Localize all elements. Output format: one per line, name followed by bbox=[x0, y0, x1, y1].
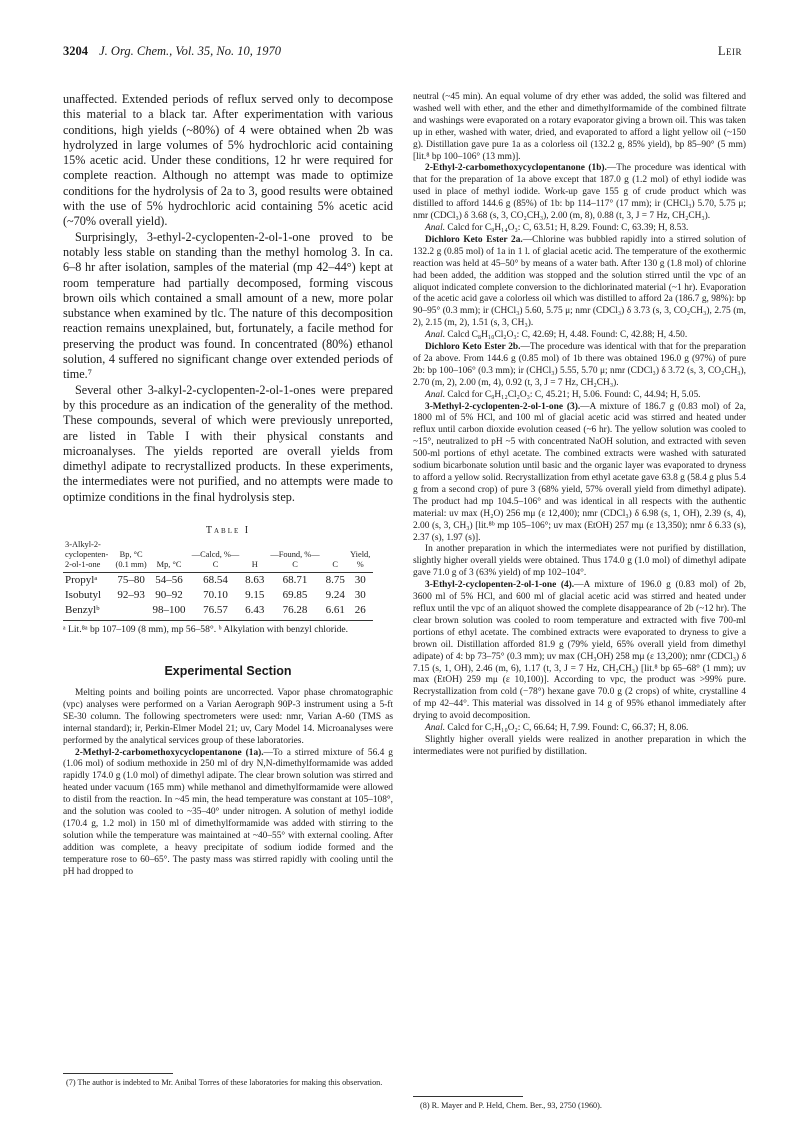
analysis-body: Calcd for C₉H₁₄O₃: C, 63.51; H, 8.29. Found: C, 63.39; H, 8.53. bbox=[447, 222, 689, 233]
table-cell bbox=[113, 603, 150, 618]
header-author: Leir bbox=[717, 44, 742, 58]
table-header-row bbox=[63, 560, 373, 573]
procedure-paragraph bbox=[413, 163, 746, 223]
table-cell: 75–80 bbox=[117, 574, 145, 587]
table-footnote: ᵃ Lit.⁸ᵃ bp 107–109 (8 mm), mp 56–58°. ᵇ Alkylation with benzyl chloride. bbox=[63, 620, 373, 636]
table-header-cell: Mp, °C bbox=[150, 560, 189, 573]
table-cell: 8.75 bbox=[325, 574, 345, 587]
table-cell: Isobutyl bbox=[65, 589, 102, 602]
analysis-paragraph bbox=[413, 223, 746, 235]
table-cell: 6.61 bbox=[325, 604, 345, 617]
table-header-cell: Bp, °C bbox=[119, 550, 143, 560]
data-table bbox=[63, 540, 373, 618]
procedure-paragraph: Slightly higher overall yields were realized in another preparation in which the intermediates were not purified by distillation. bbox=[413, 734, 746, 757]
table-cell: 6.43 bbox=[245, 604, 265, 617]
table-header-cell bbox=[243, 550, 267, 560]
table-header-cell: (0.1 mm) bbox=[113, 560, 150, 573]
table-cell: 54–56 bbox=[155, 574, 183, 587]
footnote-rule bbox=[413, 1096, 523, 1097]
table-row bbox=[63, 603, 373, 618]
footnote-rule bbox=[63, 1073, 173, 1074]
table-cell: 30 bbox=[354, 574, 366, 587]
table-header-row bbox=[63, 550, 373, 560]
table-cell: 68.71 bbox=[282, 574, 308, 587]
procedure-heading: 3-Ethyl-2-cyclopenten-2-ol-1-one (4). bbox=[425, 580, 575, 591]
section-title: Experimental Section bbox=[164, 664, 292, 679]
table-header-cell bbox=[323, 540, 347, 550]
table-cell: 8.63 bbox=[245, 574, 265, 587]
table-cell: 30 bbox=[354, 589, 366, 602]
procedure-paragraph: In another preparation in which the intermediates were not purified by distillation, slightly higher overall yields were obtained. Thus 174.0 g (1.0 mol) of dimethyl adipate gave 71.0 g of 3 (63% yield) of mp 102–104°. bbox=[413, 544, 746, 579]
left-column bbox=[63, 92, 393, 879]
body-paragraph: unaffected. Extended periods of reflux served only to decompose this material to a black tar. After experimentation with various conditions, high yields (~80%) of 4 were obtained when 2b was hydrolyzed in large volumes of 5% hydrochloric acid containing 15% acetic acid. Under these conditions, 12 hr were required for complete reaction. Although no attempt was made to optimize conditions for the hydrolysis of 2a to 3, good results were obtained with the use of 5% hydrochloric acid containing 5% acetic acid (~70% overall yield). bbox=[63, 92, 393, 229]
procedure-paragraph bbox=[413, 235, 746, 330]
table-cell: Benzylᵇ bbox=[65, 604, 100, 617]
footnote: (8) R. Mayer and P. Held, Chem. Ber., 93, 2750 (1960). bbox=[420, 1101, 602, 1110]
analysis-paragraph bbox=[413, 390, 746, 402]
table-cell: 26 bbox=[354, 604, 366, 617]
table-cell: 9.24 bbox=[325, 589, 345, 602]
table-header-cell: H bbox=[243, 560, 267, 573]
procedure-body: —A mixture of 196.0 g (0.83 mol) of 2b, 3600 ml of 5% HCl, and 600 ml of glacial acetic acid was stirred and heated under reflux until the vpc of an aliquot showed the complete disappearance of 2b (~12 hr). The clear brown solution was cooled to room temperature and extracted with five 700-ml portions of ethyl acetate. The combined extracts were evaporated to dryness to give a brown oil. Distillation afforded 81.9 g (79% yield, 65% overall yield from dimethyl adipate) of 4: bp 73–75° (0.3 mm); uv max (CH₃OH) 258 mμ (ε 13,200); nmr (CDCl₃) δ 7.15 (s, 1, OH), 2.46 (m, 6), 1.17 (t, 3, J = 7 Hz, CH₂CH₃) [lit.⁸ bp 65–68° (1 mm); uv max (EtOH) 259 mμ (ε 10,100)]. According to vpc, the product was >99% pure. Recrystallization from cold (−78°) hexane gave 70.0 g (2 crops) of white, crystalline 4 of mp 42–44°. This material was dissolved in 14 g of 95% ethanol immediately after drying to avoid decomposition. bbox=[413, 580, 746, 722]
table-header-cell: —Found, %— bbox=[270, 550, 320, 560]
table-cell: Propylᵃ bbox=[65, 574, 98, 587]
table-header-cell: —Calcd, %— bbox=[191, 550, 240, 560]
table-cell: 68.54 bbox=[203, 574, 228, 587]
procedure-body: —To a stirred mixture of 56.4 g (1.06 mol) of sodium methoxide in 250 ml of dry N,N-dimethylformamide was added rapidly 174.0 g (1.0 mol) of dimethyl adipate. The clear brown solution was stirred and heated under vacuum (165 mm) while methanol and dimethylformamide were allowed to distil from the reaction. In ~45 min, the head temperature was constant at 105–108°, and the solution was cooled to ~35–40° under nitrogen. A solution of methyl iodide (170.4 g, 1.2 mol) in 150 ml of dimethylformamide was added with stirring to the solution while the temperature was maintained at ~40–55° with external cooling. After addition was complete, a heavy precipitate of sodium iodide formed and the temperature rose to 60–65°. The pasty mass was stirred rapidly with cooling until the pH had dropped to bbox=[63, 747, 393, 877]
analysis-label: Anal. bbox=[425, 330, 446, 341]
table-header-cell: cyclopenten- bbox=[65, 550, 109, 560]
table-header-cell: C bbox=[188, 560, 242, 573]
analysis-body: Calcd for C₉H₁₂Cl₂O₃: C, 45.21; H, 5.06. Found: C, 44.94; H, 5.05. bbox=[447, 389, 701, 400]
body-paragraph: Several other 3-alkyl-2-cyclopenten-2-ol-1-ones were prepared by this procedure as an indication of the generality of the method. These compounds, several of which were previously unreported, are listed in Table I with their physical constants and microanalyses. The yields reported are overall yields from dimethyl adipate to recrystallized products. In these experiments, the intermediates were not purified, and no attempts were made to optimize conditions in the final hydrolysis step. bbox=[63, 382, 393, 504]
table-cell: 76.28 bbox=[282, 604, 308, 617]
journal-citation: J. Org. Chem., Vol. 35, No. 10, 1970 bbox=[99, 44, 281, 58]
table-header-cell bbox=[150, 550, 189, 560]
procedure-body: —A mixture of 186.7 g (0.83 mol) of 2a, 1800 ml of 5% HCl, and 100 ml of glacial acetic acid was stirred and heated under reflux until carbon dioxide evolution ceased (~6 hr). The yellow solution was cooled to ~15°, neutralized to pH ~5 with concentrated NaOH solution, and extracted with seven 500-ml portions of ethyl acetate. The combined extracts were washed with saturated sodium bicarbonate solution until basic and the organic layer was evaporated to dryness to afford a yellow solid. Recrystallization from ethyl acetate gave 63.8 g (58.4 g plus 5.4 g from a second crop) of pure 3 (68% yield, 57% overall yield from dimethyl adipate). The product had mp 104.5–106° and was identical in all respects with the authentic material: uv max (H₂O) 256 mμ (ε 12,400); nmr (CDCl₃) δ 6.98 (s, 1, OH), 2.39 (s, 4), 2.00 (s, 3, CH₃) [lit.⁸ᵇ mp 105–106°; uv max (EtOH) 257 mμ (ε 13,350); nmr δ 6.33 (s), 2.37 (s), 1.97 (s)]. bbox=[413, 401, 746, 543]
procedure-paragraph bbox=[413, 580, 746, 723]
table-cell: 90–92 bbox=[155, 589, 183, 602]
experimental-intro: Melting points and boiling points are uncorrected. Vapor phase chromatographic (vpc) analyses were performed on a Varian Aerograph 90P-3 instrument using a 5-ft SE-30 column. The following spectrometers were used: nmr, Varian A-60 (TMS as internal standard); ir, Perkin-Elmer Model 21; uv, Cary Model 14. Microanalyses were performed by the analytical services group of these laboratories. bbox=[63, 688, 393, 746]
table-header-cell bbox=[243, 540, 267, 550]
table-cell: 76.57 bbox=[203, 604, 228, 617]
analysis-label: Anal. bbox=[425, 723, 446, 734]
footnote: (7) The author is indebted to Mr. Anibal Torres of these laboratories for making this observation. bbox=[66, 1078, 383, 1087]
table-header-cell: Yield, bbox=[350, 550, 371, 560]
table-header-cell: C bbox=[267, 560, 323, 573]
table-header-cell: % bbox=[347, 560, 373, 573]
table-cell: 69.85 bbox=[282, 589, 308, 602]
table-row bbox=[63, 588, 373, 603]
procedure-heading: Dichloro Keto Ester 2a. bbox=[425, 234, 523, 245]
right-column bbox=[413, 92, 746, 759]
procedure-paragraph bbox=[63, 748, 393, 879]
procedure-heading: 3-Methyl-2-cyclopenten-2-ol-1-one (3). bbox=[425, 401, 581, 412]
table-header-cell bbox=[347, 540, 373, 550]
procedure-body: —Chlorine was bubbled rapidly into a stirred solution of 132.2 g (0.85 mol) of 1a in 1 l. of glacial acetic acid. The temperature of the exothermic reaction was held at 45–50° by means of a water bath. After 130 g (1.8 mol) of chlorine had been added, the addition was stopped and the solution stirred until the vpc of an aliquot indicated complete conversion to the dichlorinated material (~1 hr). Evaporation of the acetic acid gave a colorless oil which was distilled to afford 2a (186.7 g, 98%): bp 90–95° (0.3 mm); ir (CHCl₃) 5.60, 5.75 μ; nmr (CDCl₃) δ 3.73 (s, 3, CO₂CH₃), 2.75 (m, 2), 2.15 (m, 2), 1.51 (s, 3, CH₃). bbox=[413, 234, 746, 329]
table-header-row bbox=[63, 540, 373, 550]
procedure-body: —The procedure was identical with that for the preparation of 1a above except that 187.0 g (1.2 mol) of ethyl iodide was used in place of methyl iodide. Work-up gave 155 g of crude product which was distilled to afford 144.6 g (85%) of 1b: bp 114–117° (17 mm); ir (CHCl₃) 5.70, 5.75 μ; nmr (CDCl₃) δ 3.68 (s, 3, CO₂CH₃), 2.00 (m, 8), 0.88 (t, 3, J = 7 Hz, CH₂CH₃). bbox=[413, 163, 746, 222]
body-paragraph: Surprisingly, 3-ethyl-2-cyclopenten-2-ol-1-one proved to be notably less stable on standing than the methyl homolog 3. In ca. 6–8 hr after isolation, samples of the material (mp 42–44°) kept at room temperature had partially decomposed, forming viscous brown oils which contained a small amount of a new, more polar substance when examined by tlc. The nature of this decomposition reaction remains unexplained, but, fortunately, a facile method for preserving the product was found. In concentrated (80%) ethanol solution, 4 suffered no significant change over extended periods of time.⁷ bbox=[63, 229, 393, 382]
table-cell: 98–100 bbox=[152, 604, 186, 617]
procedure-body: —The procedure was identical with that for the preparation of 2a above. From 144.6 g (0.85 mol) of 1b there was obtained 196.0 g (97%) of pure 2b: bp 100–106° (0.3 mm); ir (CHCl₃) 5.55, 5.70 μ; nmr (CDCl₃) δ 3.72 (s, 3, CO₂CH₃), 2.70 (m, 2), 2.00 (m, 4), 0.92 (t, 3, J = 7 Hz, CH₂CH₃). bbox=[413, 342, 746, 388]
analysis-body: Calcd for C₇H₁₀O₂: C, 66.64; H, 7.99. Found: C, 66.37; H, 8.06. bbox=[447, 723, 689, 734]
table-header-cell: 2-ol-1-one bbox=[63, 560, 113, 573]
table-title: Table I bbox=[205, 525, 251, 537]
procedure-heading: 2-Methyl-2-carbomethoxycyclopentanone (1a). bbox=[75, 747, 264, 758]
table-header-cell: 3-Alkyl-2- bbox=[65, 540, 101, 550]
procedure-paragraph: neutral (~45 min). An equal volume of dry ether was added, the solid was filtered and washed well with ether, and the ether and dimethylformamide of the combined filtrate and washings were evaporated on a rotary evaporator giving a brown oil. This was taken up in ether, washed with water, dried, and evaporated to afford a light yellow oil (~150 g). Distillation gave pure 1a as a colorless oil (132.2 g, 85% yield), bp 85–90° (5 mm) [lit.⁸ bp 100–106° (13 mm)]. bbox=[413, 92, 746, 162]
header-left bbox=[63, 44, 281, 59]
table-cell: 70.10 bbox=[203, 589, 228, 602]
table-cell: 92–93 bbox=[117, 589, 145, 602]
table-header-cell bbox=[113, 540, 150, 550]
analysis-paragraph bbox=[413, 330, 746, 342]
running-header bbox=[63, 44, 742, 64]
analysis-body: Calcd C₈H₁₀Cl₂O₃: C, 42.69; H, 4.48. Found: C, 42.88; H, 4.50. bbox=[447, 330, 688, 341]
analysis-label: Anal. bbox=[425, 222, 446, 233]
procedure-heading: Dichloro Keto Ester 2b. bbox=[425, 342, 521, 353]
procedure-paragraph bbox=[413, 342, 746, 390]
table-header-cell bbox=[267, 540, 323, 550]
analysis-paragraph bbox=[413, 723, 746, 735]
table-header-cell bbox=[188, 540, 242, 550]
procedure-heading: 2-Ethyl-2-carbomethoxycyclopentanone (1b). bbox=[425, 163, 607, 174]
analysis-label: Anal. bbox=[425, 389, 446, 400]
procedure-paragraph bbox=[413, 402, 746, 545]
table-header-cell bbox=[150, 540, 189, 550]
page-number: 3204 bbox=[63, 44, 88, 58]
table-header-cell: C bbox=[323, 560, 347, 573]
table-row bbox=[63, 573, 373, 589]
table-header-cell bbox=[323, 550, 347, 560]
table-cell: 9.15 bbox=[245, 589, 265, 602]
